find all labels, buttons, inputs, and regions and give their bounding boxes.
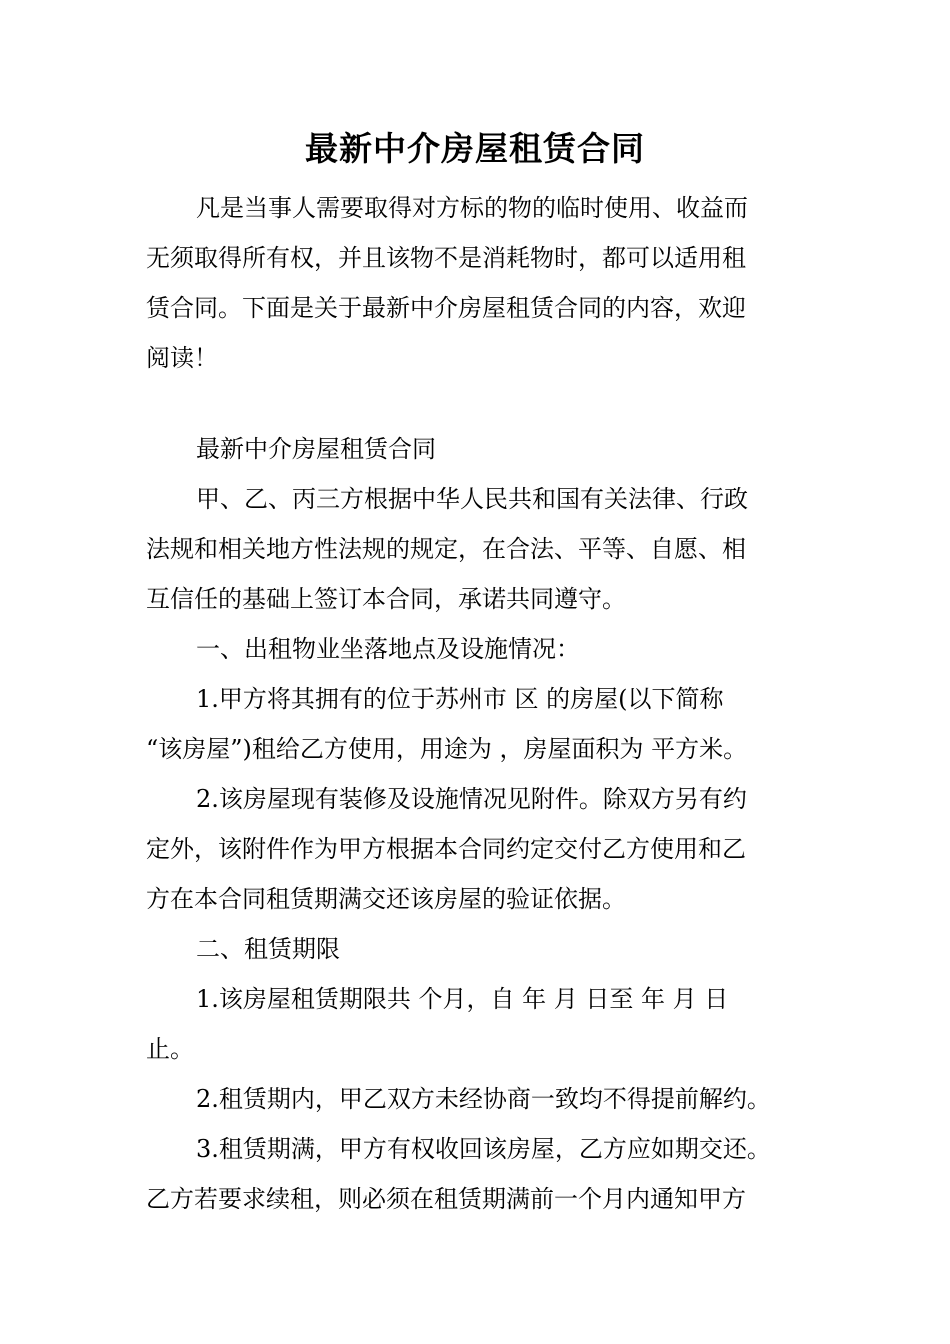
preamble-paragraph [146,474,826,624]
section1-item1-line: “该房屋”)租给乙方使用，用途为 ，房屋面积为 平方米。 [146,735,748,763]
section1-item2 [146,774,826,924]
section1-heading: 一、出租物业坐落地点及设施情况： [196,635,580,663]
section2-item2-line: 2.租赁期内，甲乙双方未经协商一致均不得提前解约。 [196,1085,771,1113]
section2-heading-block [146,924,826,974]
preamble-line: 互信任的基础上签订本合同，承诺共同遵守。 [146,585,626,613]
section2-item1 [146,974,826,1074]
intro-line: 凡是当事人需要取得对方标的物的临时使用、收益而 [196,194,748,222]
contract-subtitle: 最新中介房屋租赁合同 [196,435,436,463]
section1-item1 [146,674,826,774]
document-title: 最新中介房屋租赁合同 [305,129,645,168]
section2-item3-line: 乙方若要求续租，则必须在租赁期满前一个月内通知甲方 [146,1185,746,1213]
section2-heading: 二、租赁期限 [196,935,340,963]
intro-line: 阅读！ [146,344,218,372]
section2-item3 [146,1124,826,1224]
contract-subtitle-block [146,424,826,474]
section2-item2 [146,1074,826,1124]
intro-line: 无须取得所有权，并且该物不是消耗物时，都可以适用租 [146,244,746,272]
intro-line: 赁合同。下面是关于最新中介房屋租赁合同的内容，欢迎 [146,294,746,322]
section2-item1-line: 止。 [146,1035,194,1063]
section1-item2-line: 2.该房屋现有装修及设施情况见附件。除双方另有约 [196,785,747,813]
section2-item1-line: 1.该房屋租赁期限共 个月，自 年 月 日至 年 月 日 [196,985,729,1013]
section1-item2-line: 定外，该附件作为甲方根据本合同约定交付乙方使用和乙 [146,835,746,863]
section2-item3-line: 3.租赁期满，甲方有权收回该房屋，乙方应如期交还。 [196,1135,771,1163]
preamble-line: 法规和相关地方性法规的规定，在合法、平等、自愿、相 [146,535,746,563]
section1-heading-block [146,624,826,674]
preamble-line: 甲、乙、丙三方根据中华人民共和国有关法律、行政 [196,485,748,513]
section1-item2-line: 方在本合同租赁期满交还该房屋的验证依据。 [146,885,626,913]
section1-item1-line: 1.甲方将其拥有的位于苏州市 区 的房屋(以下简称 [196,685,724,713]
intro-paragraph [146,183,826,383]
